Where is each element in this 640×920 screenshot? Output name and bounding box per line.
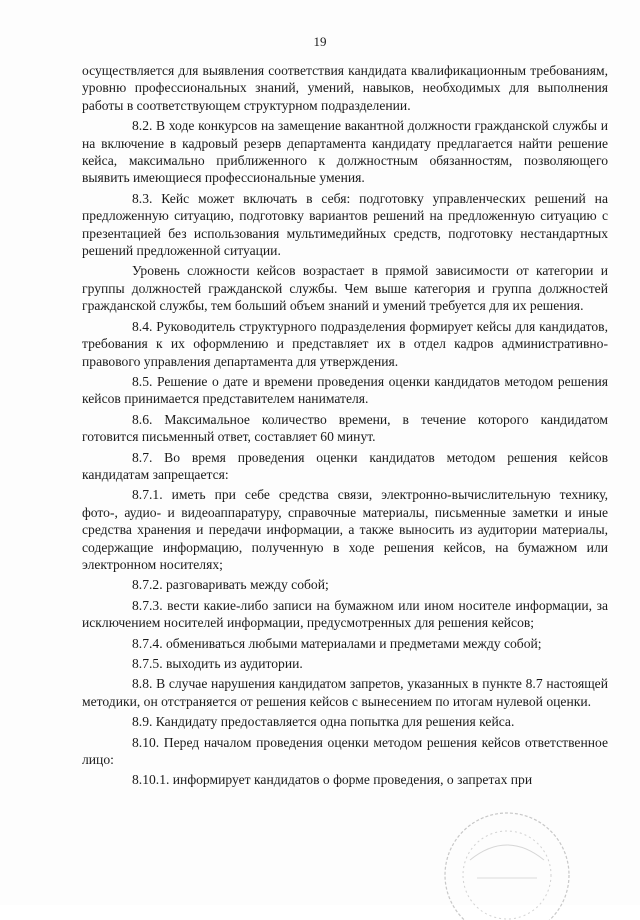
paragraph: 8.4. Руководитель структурного подразделения формирует кейсы для кандидатов, требования к их оформлению и представляет их в отдел кадров административно-правового управления департамента для утверждения. [82, 318, 608, 369]
paragraph: 8.3. Кейс может включать в себя: подготовку управленческих решений на предложенную ситуацию, подготовку вариантов решений на предложенную ситуацию с презентацией без использования мультимедийных средств, подготовку нестандартных решений предложенной ситуации. [82, 190, 608, 259]
stamp-icon [432, 800, 582, 920]
document-body [82, 62, 608, 789]
paragraph: Уровень сложности кейсов возрастает в прямой зависимости от категории и группы должностей гражданской службы. Чем выше категория и группа должностей гражданской службы, тем больший объем знаний и умений требуется для их решения. [82, 263, 608, 314]
paragraph: 8.10.1. информирует кандидатов о форме проведения, о запретах при [132, 772, 533, 788]
paragraph: 8.10. Перед началом проведения оценки методом решения кейсов ответственное лицо: [82, 734, 608, 768]
paragraph: 8.9. Кандидату предоставляется одна попытка для решения кейса. [132, 714, 515, 730]
paragraph: 8.6. Максимальное количество времени, в течение которого кандидатом готовится письменный ответ, составляет 60 минут. [82, 411, 608, 445]
paragraph: 8.2. В ходе конкурсов на замещение вакантной должности гражданской службы и на включение в кадровый резерв департамента кандидату предлагается найти решение кейса, максимально приближенного к должностным обязанностям, позволяющего выявить имеющиеся профессиональные умения. [82, 118, 608, 186]
paragraph: 8.7. Во время проведения оценки кандидатов методом решения кейсов кандидатам запрещается: [82, 449, 608, 482]
paragraph: 8.5. Решение о дате и времени проведения оценки кандидатов методом решения кейсов принимается представителем нанимателя. [82, 373, 608, 407]
paragraph: 8.7.1. иметь при себе средства связи, электронно-вычислительную технику, фото-, аудио- и видеоаппаратуру, справочные материалы, письменные заметки и иные средства хранения и передачи информации, а также выносить из аудитории материалы, содержащие информацию, полученную в ходе решения кейсов, на бумажном или электронном носителях; [82, 487, 608, 572]
page-number: 19 [313, 34, 327, 49]
paragraph: 8.8. В случае нарушения кандидатом запретов, указанных в пункте 8.7 настоящей методики, он отстраняется от решения кейсов с вынесением по итогам нулевой оценки. [82, 676, 608, 709]
paragraph: 8.7.4. обмениваться любыми материалами и предметами между собой; [132, 635, 542, 651]
paragraph: 8.7.2. разговаривать между собой; [132, 577, 329, 593]
paragraph: 8.7.5. выходить из аудитории. [132, 656, 303, 671]
paragraph: 8.7.3. вести какие-либо записи на бумажном или ином носителе информации, за исключением носителей информации, предусмотренных для решения кейсов; [82, 597, 608, 631]
paragraph: осуществляется для выявления соответствия кандидата квалификационным требованиям, уровню профессиональных знаний, умений, навыков, необходимых для выполнения работы в соответствующем структурном подразделении. [82, 63, 608, 113]
